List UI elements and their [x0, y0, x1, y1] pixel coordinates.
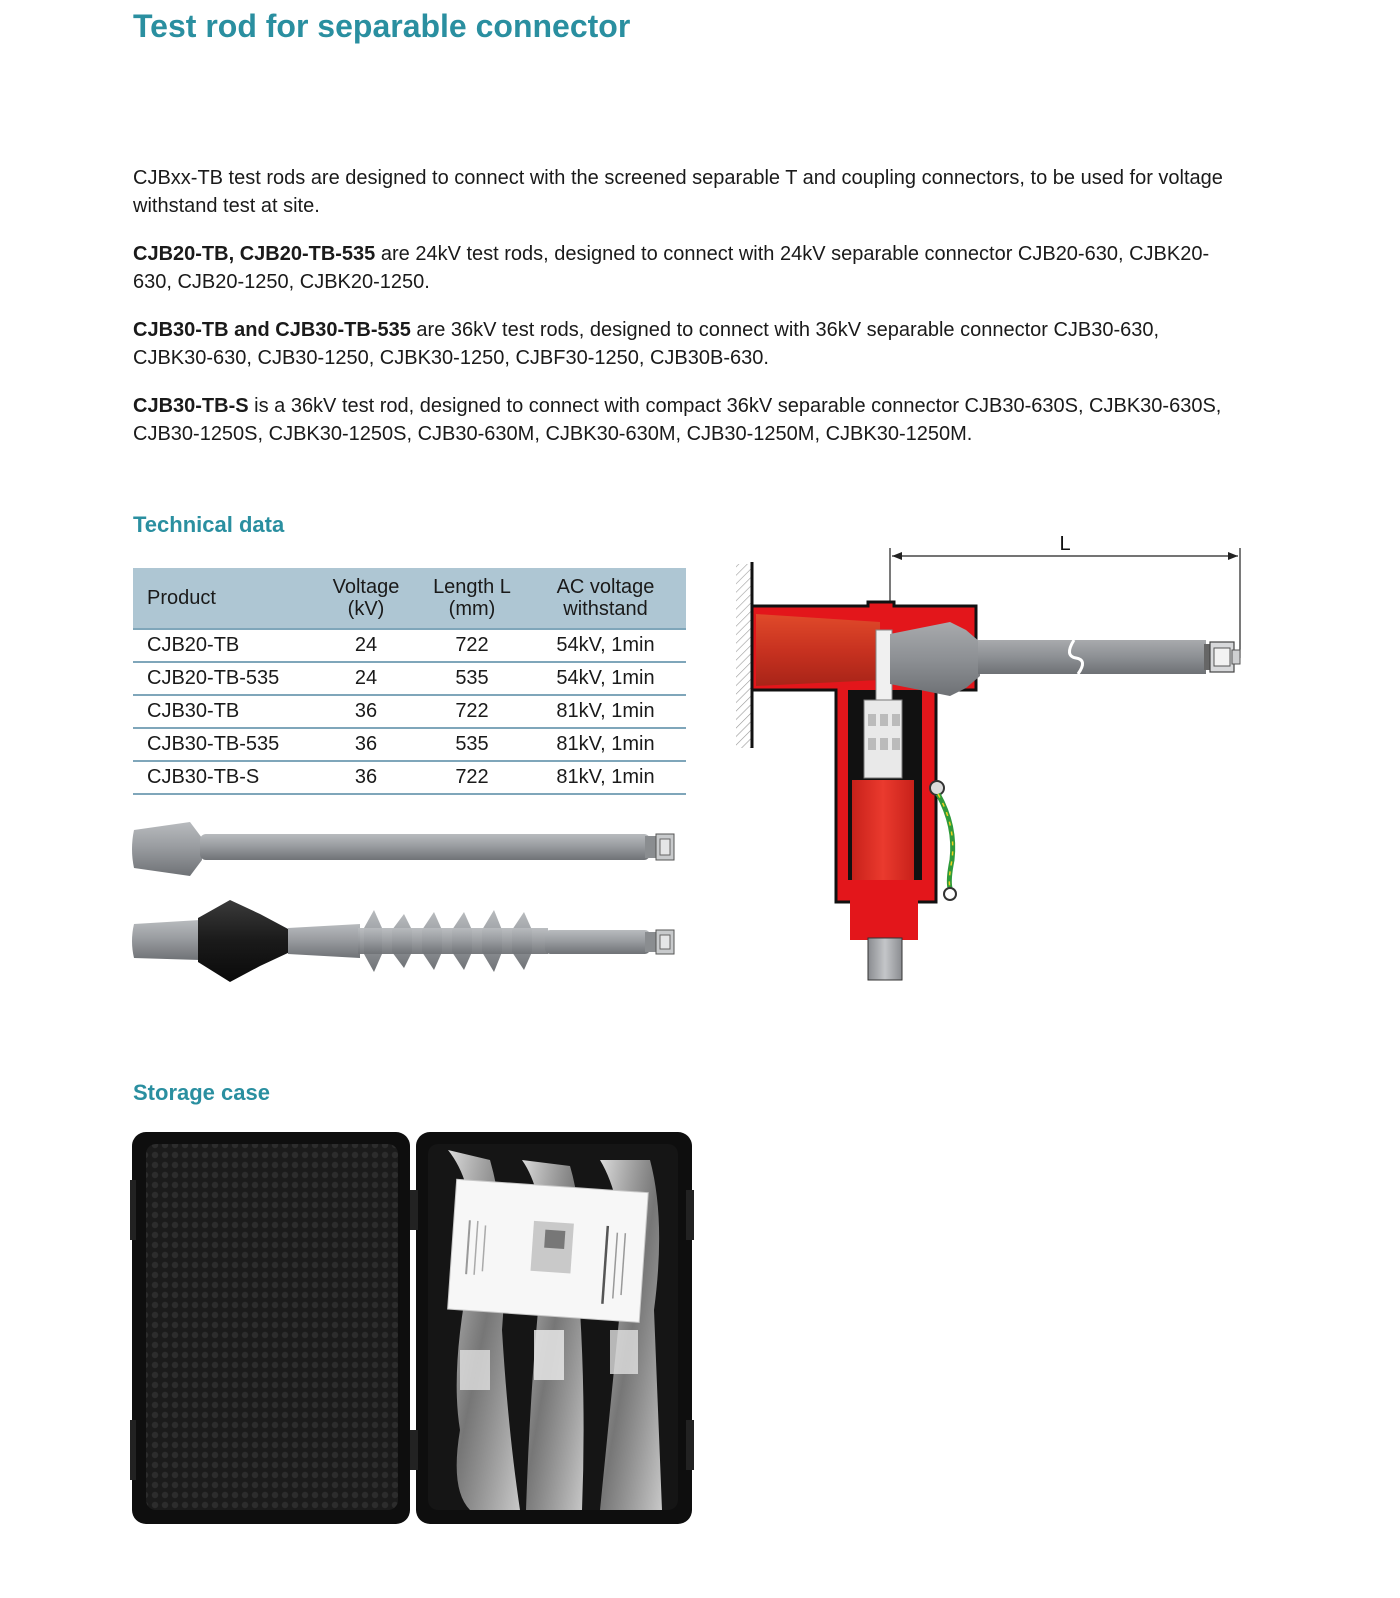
test-rod-in-diagram: [890, 622, 1240, 696]
table-row: [133, 695, 686, 728]
cell-product: CJB30-TB-535: [133, 728, 313, 761]
cell-voltage: 24: [313, 629, 419, 662]
cell-ac: 81kV, 1min: [525, 761, 686, 794]
cell-voltage: 36: [313, 728, 419, 761]
cell-ac: 81kV, 1min: [525, 695, 686, 728]
header-ac-line1: AC voltage: [556, 576, 655, 598]
test-rod-images: [130, 820, 690, 1000]
dimension-label: L: [1059, 533, 1071, 555]
intro-paragraph-2: [133, 240, 1243, 296]
header-ac-withstand: [525, 568, 686, 629]
page-title: Test rod for separable connector: [133, 8, 631, 44]
cell-product: CJB30-TB-S: [133, 761, 313, 794]
cell-length: 722: [419, 761, 525, 794]
cell-product: CJB20-TB-535: [133, 662, 313, 695]
connector-diagram: [730, 530, 1260, 990]
technical-data-heading: Technical data: [133, 512, 285, 537]
cell-length: 722: [419, 695, 525, 728]
cell-voltage: 24: [313, 662, 419, 695]
header-product: Product: [133, 568, 313, 629]
instruction-sheet: [448, 1179, 649, 1322]
cell-voltage: 36: [313, 761, 419, 794]
cell-ac: 54kV, 1min: [525, 629, 686, 662]
test-rod-straight-image: [132, 822, 674, 876]
table-row: [133, 662, 686, 695]
test-rod-sheds-image: [132, 900, 674, 982]
header-voltage-line1: Voltage: [332, 576, 400, 598]
intro-p3-products: CJB30-TB and CJB30-TB-535: [133, 319, 411, 341]
wall-hatch: [736, 564, 752, 748]
header-length: [419, 568, 525, 629]
cell-voltage: 36: [313, 695, 419, 728]
cell-product: CJB30-TB: [133, 695, 313, 728]
cell-length: 722: [419, 629, 525, 662]
table-row: [133, 629, 686, 662]
intro-p4-text: is a 36kV test rod, designed to connect with compact 36kV separable connector CJB30-630S, CJBK30-630S, CJB30-1250S, CJBK30-1250S, CJB30-630M, CJBK30-630M, CJB30-1250M, CJBK30-1250M.: [133, 395, 1222, 445]
cell-length: 535: [419, 728, 525, 761]
table-header-row: [133, 568, 686, 629]
header-length-line1: Length L: [433, 576, 511, 598]
storage-case-image: [130, 1130, 694, 1528]
cell-ac: 81kV, 1min: [525, 728, 686, 761]
storage-case-heading: Storage case: [133, 1080, 270, 1105]
intro-paragraph-1: CJBxx-TB test rods are designed to connect with the screened separable T and coupling connectors, to be used for voltage withstand test at site.: [133, 167, 1223, 217]
intro-section: [133, 164, 1243, 468]
technical-data-table: [133, 568, 686, 795]
intro-p2-text: are 24kV test rods, designed to connect with 24kV separable connector CJB20-630, CJBK20-630, CJB20-1250, CJBK20-1250.: [133, 243, 1210, 293]
cell-length: 535: [419, 662, 525, 695]
table-row: [133, 728, 686, 761]
cell-product: CJB20-TB: [133, 629, 313, 662]
intro-p2-products: CJB20-TB, CJB20-TB-535: [133, 243, 376, 265]
intro-p3-text: are 36kV test rods, designed to connect with 36kV separable connector CJB30-630, CJBK30-630, CJB30-1250, CJBK30-1250, CJBF30-1250, CJB30B-630.: [133, 319, 1160, 369]
header-voltage: [313, 568, 419, 629]
cell-ac: 54kV, 1min: [525, 662, 686, 695]
header-ac-line2: withstand: [563, 598, 648, 620]
intro-p4-products: CJB30-TB-S: [133, 395, 249, 417]
case-lid: [130, 1132, 410, 1524]
intro-paragraph-4: [133, 392, 1243, 448]
header-length-line2: (mm): [448, 598, 496, 620]
intro-paragraph-3: [133, 316, 1243, 372]
header-voltage-line2: (kV): [347, 598, 385, 620]
table-row: [133, 761, 686, 794]
